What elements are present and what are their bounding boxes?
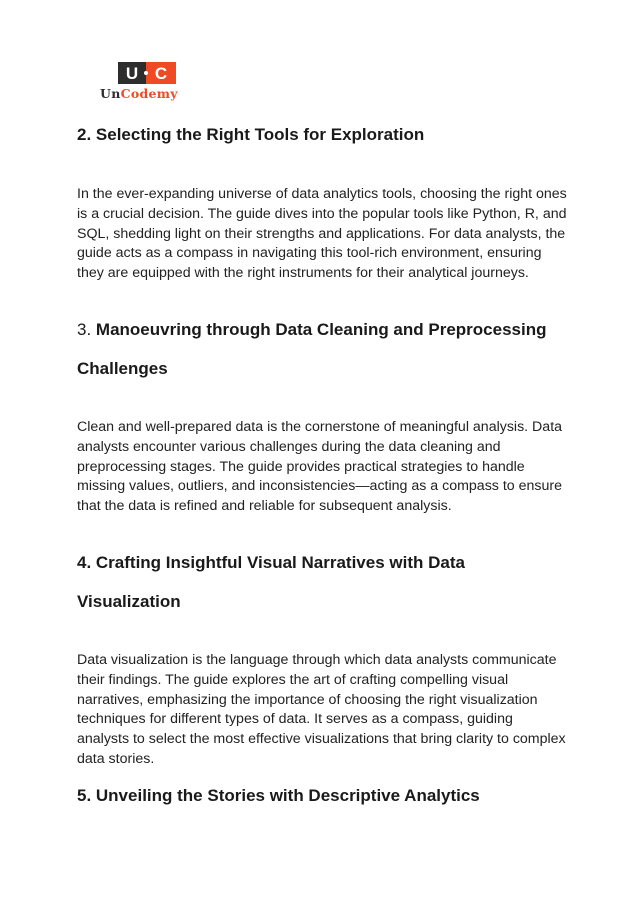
section-3-paragraph: Clean and well-prepared data is the cornerstone of meaningful analysis. Data analysts encounter various challenges during the data cleaning and preprocessing stages. The guide provides practical strategies to handle missing values, outliers, and inconsistencies—acting as a compass to ensure that the data is refined and reliable for subsequent analysis. (77, 419, 563, 515)
logo-wordmark-un: Un (100, 86, 121, 101)
logo-tile-u: U (118, 62, 146, 84)
logo-wordmark-codemy: Codemy (120, 86, 178, 101)
logo-wordmark (100, 86, 178, 101)
section-3-heading-line1 (77, 320, 546, 340)
section-2-heading: 2. Selecting the Right Tools for Exploration (77, 125, 425, 144)
section-5-heading: 5. Unveiling the Stories with Descriptive Analytics (77, 786, 480, 805)
section-2-paragraph: In the ever-expanding universe of data analytics tools, choosing the right ones is a crucial decision. The guide dives into the popular tools like Python, R, and SQL, shedding light on their strengths and applications. For data analysts, the guide acts as a compass in navigating this tool-rich environment, ensuring they are equipped with the right instruments for their analytical journeys. (77, 186, 567, 282)
section-3-heading-title: Manoeuvring through Data Cleaning and Preprocessing (95, 320, 547, 339)
logo-dot (144, 71, 148, 75)
section-4-paragraph: Data visualization is the language through which data analysts communicate their findings. The guide explores the art of crafting compelling visual narratives, emphasizing the importance of choosing the right visualization techniques for different types of data. It serves as a compass, guiding analysts to select the most effective visualizations that bring clarity to complex data stories. (77, 652, 566, 767)
section-3-heading-number: 3. (77, 320, 92, 339)
section-4-heading-line1: 4. Crafting Insightful Visual Narratives with Data (77, 553, 465, 572)
logo-tile-c: C (146, 62, 176, 84)
section-3-heading-line2: Challenges (77, 359, 168, 378)
uncodemy-logo (100, 62, 200, 102)
section-4-heading-line2: Visualization (77, 592, 181, 611)
